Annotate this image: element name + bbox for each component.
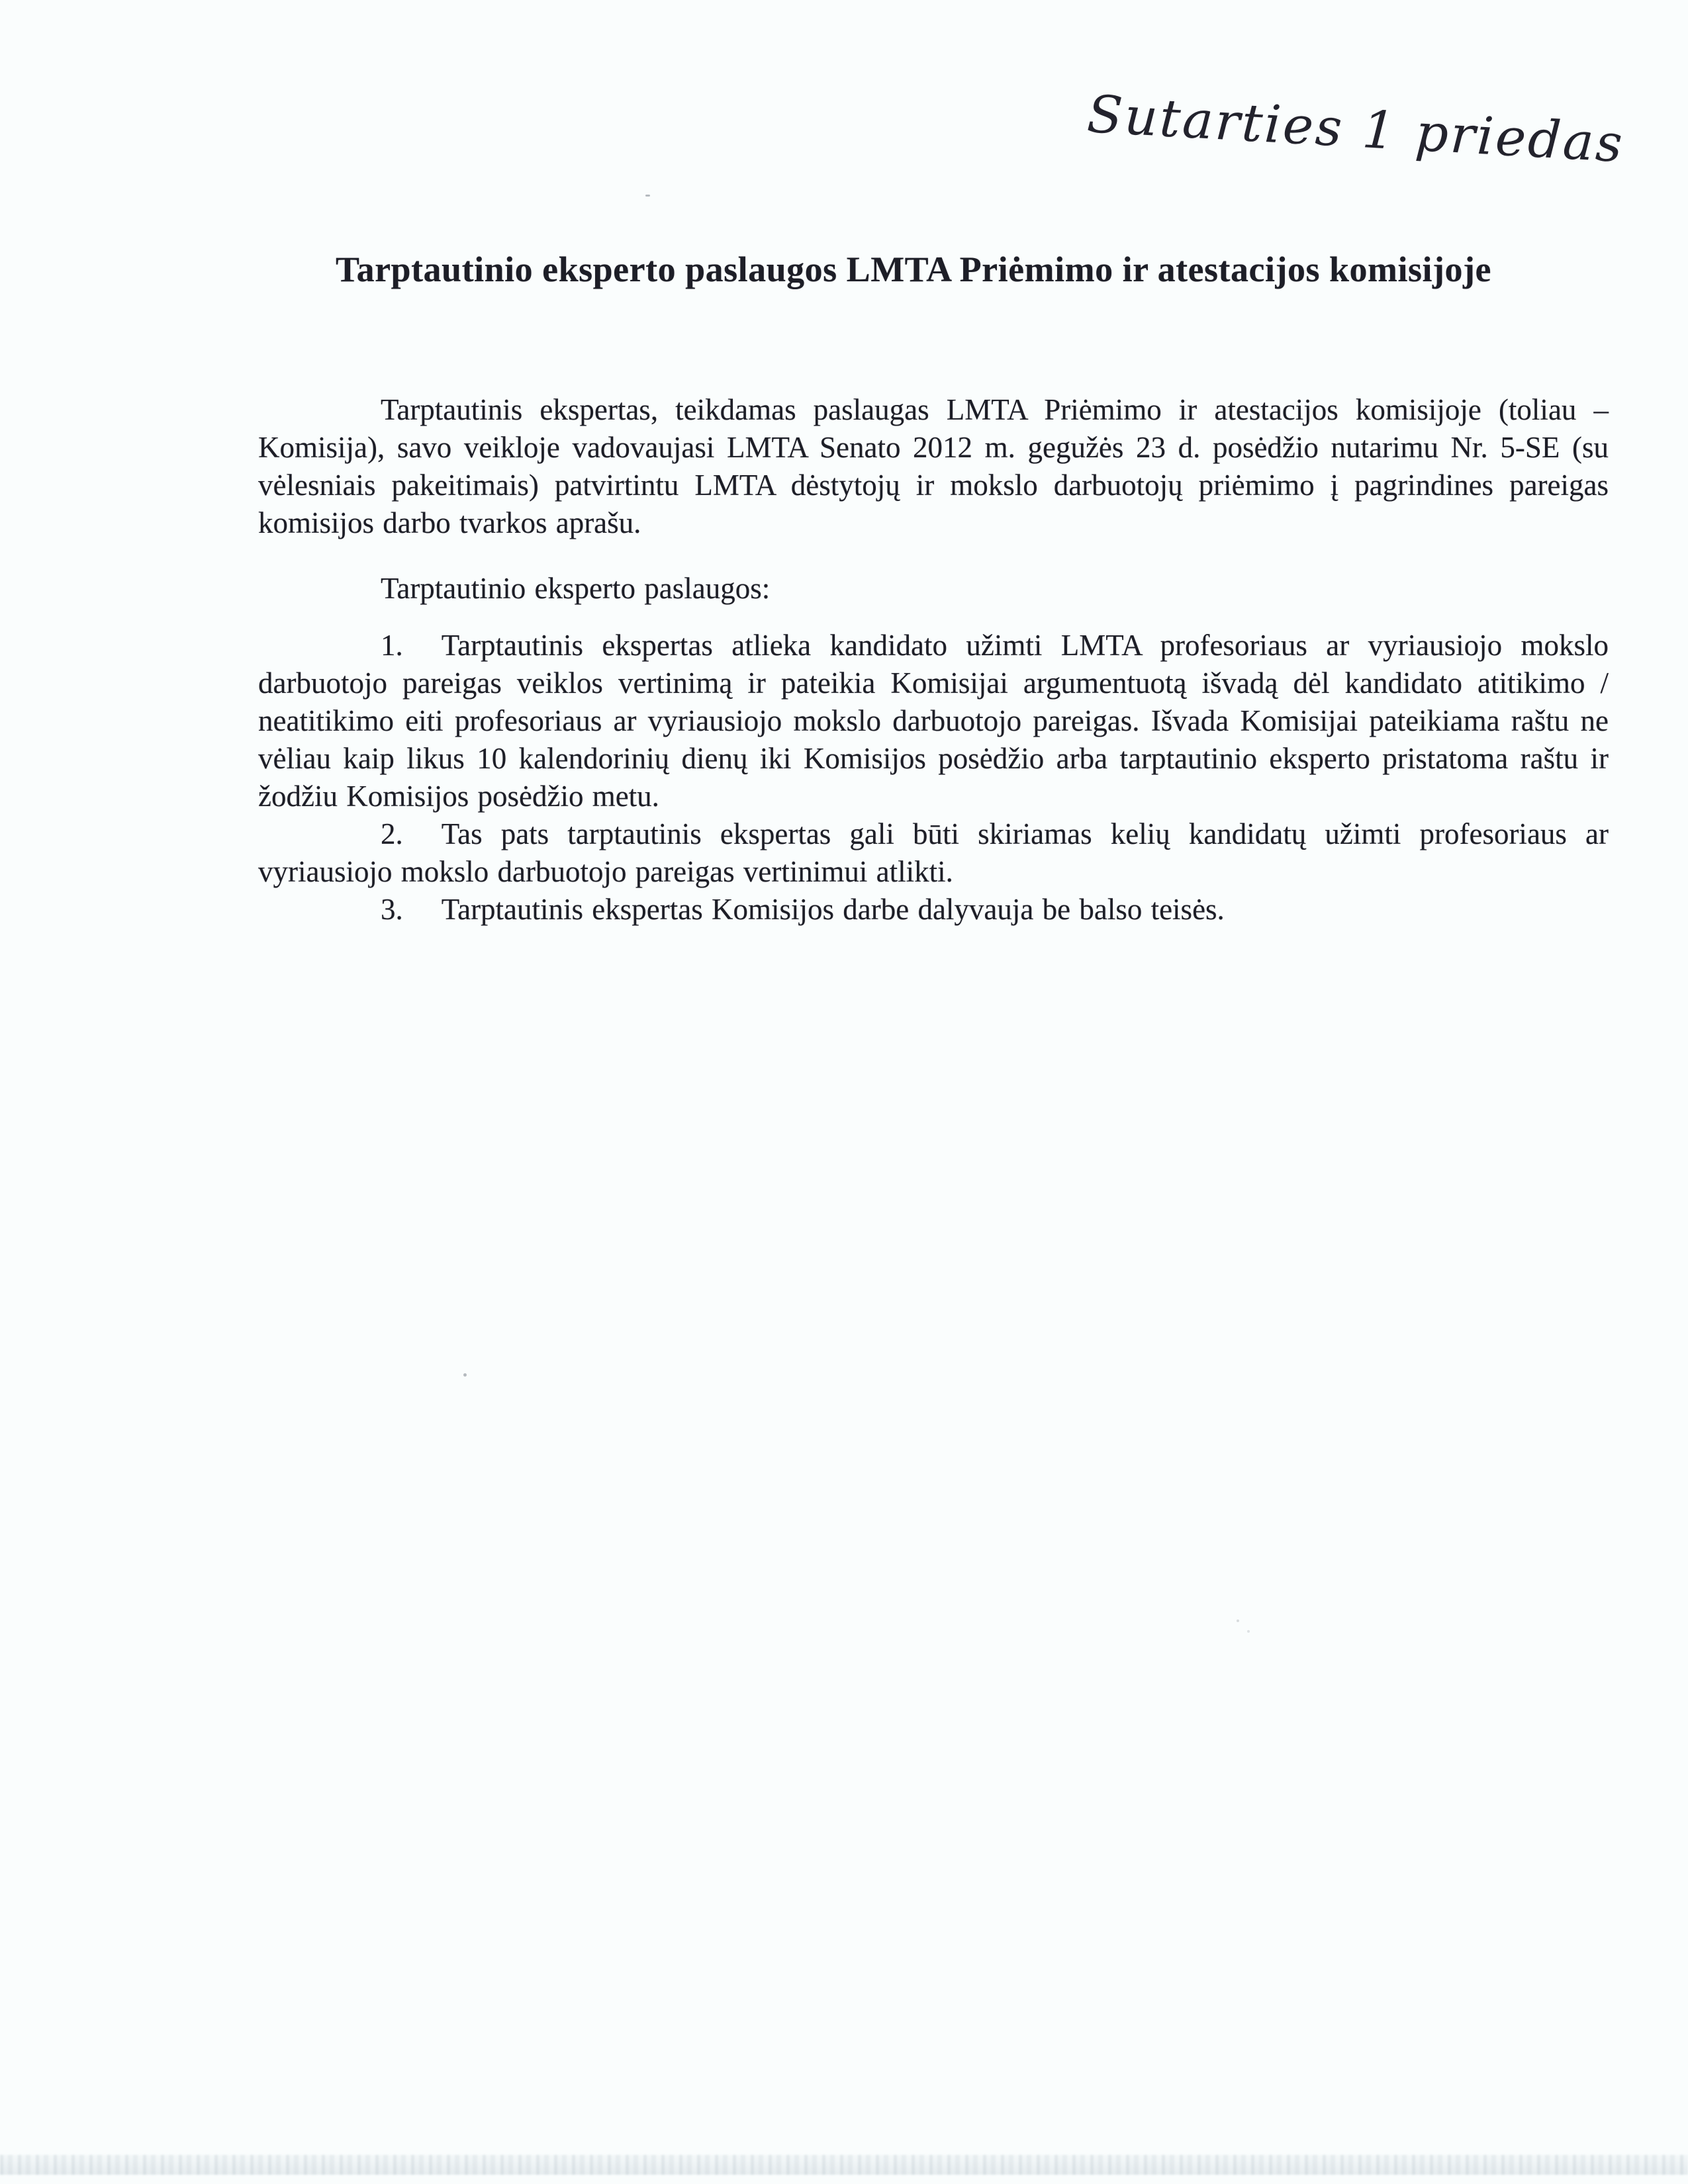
scan-speck: [463, 1373, 467, 1377]
list-item: [258, 891, 1609, 929]
list-item: [258, 627, 1609, 815]
item-number: 3.: [381, 893, 403, 926]
document-title: Tarptautinio eksperto paslaugos LMTA Priėmimo ir atestacijos komisijoje: [336, 250, 1491, 289]
item-text: Tarptautinis ekspertas Komisijos darbe dalyvauja be balso teisės.: [441, 893, 1225, 926]
scan-speck: [1237, 1619, 1239, 1622]
item-number: 1.: [381, 629, 403, 662]
item-text: Tarptautinis ekspertas atlieka kandidato užimti LMTA profesoriaus ar vyriausiojo mokslo darbuotojo pareigas veiklos vertinimą ir pateikia Komisijai argumentuotą išvadą dėl kandidato atitikimo / neatitikimo eiti profesoriaus ar vyriausiojo mokslo darbuotojo pareigas. Išvada Komisijai pateikiama raštu ne vėliau kaip likus 10 kalendorinių dienų iki Komisijos posėdžio arba tarptautinio eksperto pristatoma raštu ir žodžiu Komisijos posėdžio metu.: [258, 629, 1609, 813]
document-body: [258, 391, 1609, 929]
numbered-list: [258, 627, 1609, 929]
item-number: 2.: [381, 817, 403, 850]
scan-speck: [1247, 1630, 1250, 1633]
handwritten-note: Sutarties 1 priedas: [1085, 85, 1626, 175]
section-heading: Tarptautinio eksperto paslaugos:: [381, 572, 771, 605]
list-item: [258, 815, 1609, 891]
scan-speck: [645, 195, 650, 197]
scanner-artifact-band: [0, 2155, 1688, 2175]
item-text: Tas pats tarptautinis ekspertas gali būti skiriamas kelių kandidatų užimti profesoriaus ar vyriausiojo mokslo darbuotojo pareigas vertinimui atlikti.: [258, 817, 1609, 888]
intro-paragraph: Tarptautinis ekspertas, teikdamas paslaugas LMTA Priėmimo ir atestacijos komisijoje (toliau – Komisija), savo veikloje vadovaujasi LMTA Senato 2012 m. gegužės 23 d. posėdžio nutarimu Nr. 5-SE (su vėlesniais pakeitimais) patvirtintu LMTA dėstytojų ir mokslo darbuotojų priėmimo į pagrindines pareigas komisijos darbo tvarkos aprašu.: [258, 393, 1609, 539]
